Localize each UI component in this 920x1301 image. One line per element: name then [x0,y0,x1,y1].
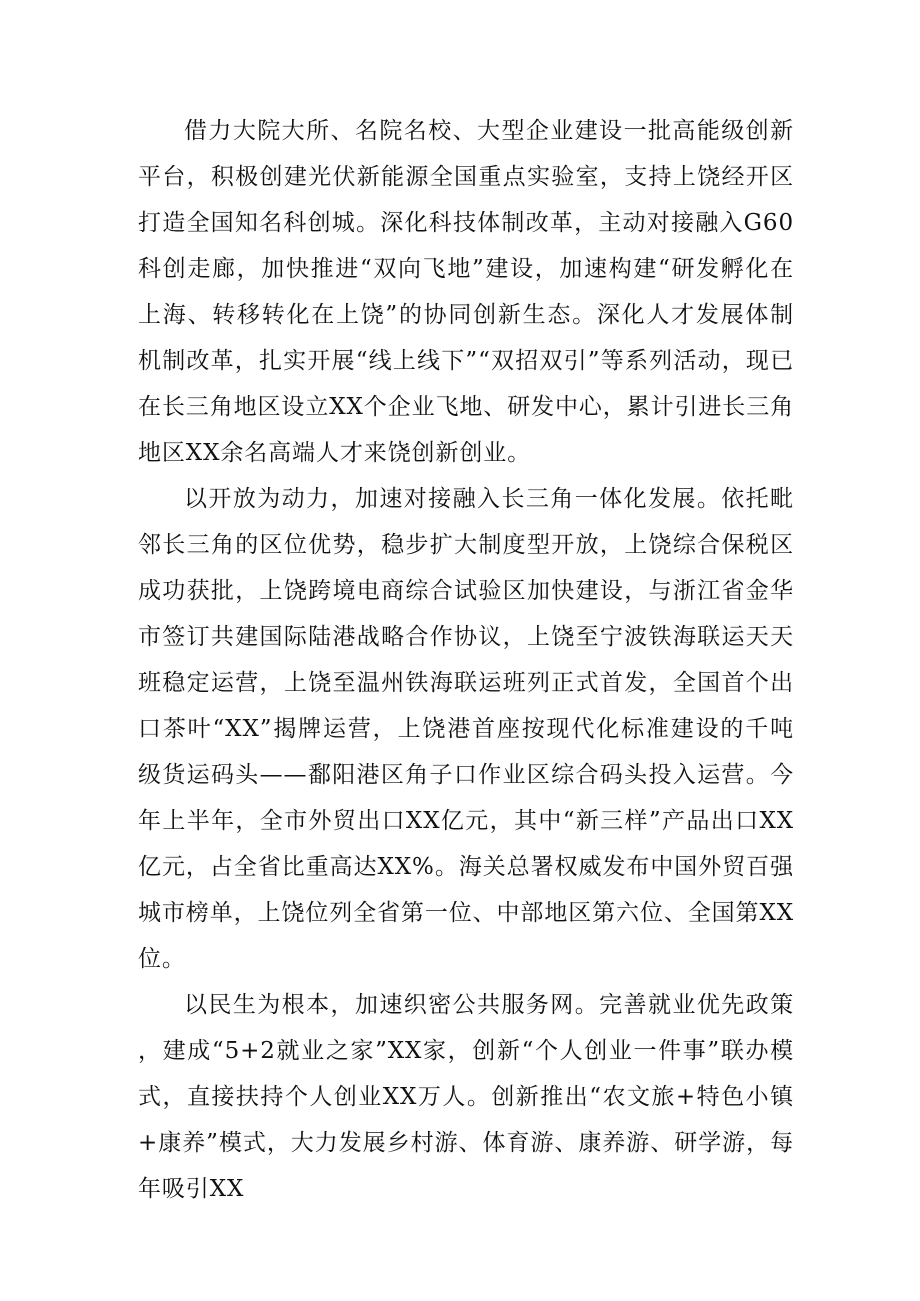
paragraph-livelihood: 以民生为根本，加速织密公共服务网。完善就业优先政策，建成“5+2就业之家”XX家，创新“个人创业一件事”联办模式，直接扶持个人创业XX万人。创新推出“农文旅+特色小镇+康养”模式，大力发展乡村游、体育游、康养游、研学游，每年吸引XX [138,992,794,1202]
document-body [138,108,794,1212]
paragraph-opening-up: 以开放为动力，加速对接融入长三角一体化发展。依托毗邻长三角的区位优势，稳步扩大制度型开放，上饶综合保税区成功获批，上饶跨境电商综合试验区加快建设，与浙江省金华市签订共建国际陆港战略合作协议，上饶至宁波铁海联运天天班稳定运营，上饶至温州铁海联运班列正式首发，全国首个出口茶叶“XX”揭牌运营，上饶港首座按现代化标准建设的千吨级货运码头——鄱阳港区角子口作业区综合码头投入运营。今年上半年，全市外贸出口XX亿元，其中“新三样”产品出口XX亿元，占全省比重高达XX%。海关总署权威发布中国外贸百强城市榜单，上饶位列全省第一位、中部地区第六位、全国第XX位。 [138,486,794,972]
paragraph-innovation: 借力大院大所、名院名校、大型企业建设一批高能级创新平台，积极创建光伏新能源全国重点实验室，支持上饶经开区打造全国知名科创城。深化科技体制改革，主动对接融入G60科创走廊，加快推进“双向飞地”建设，加速构建“研发孵化在上海、转移转化在上饶”的协同创新生态。深化人才发展体制机制改革，扎实开展“线上线下”“双招双引”等系列活动，现已在长三角地区设立XX个企业飞地、研发中心，累计引进长三角地区XX余名高端人才来饶创新创业。 [138,118,794,466]
